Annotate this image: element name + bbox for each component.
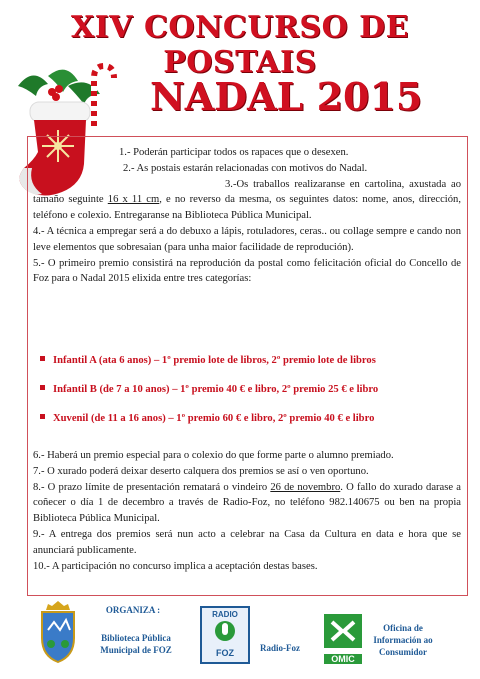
category-text: Xuvenil (de 11 a 16 anos) – 1º premio 60 € e libro, 2º premio 40 € e libro — [53, 413, 375, 424]
rule-7: 7.- O xurado poderá deixar deserto calquera dos premios se así o ven oportuno. — [33, 465, 369, 477]
rule-8-date: 26 de novembro — [270, 481, 341, 493]
radio-logo-mid: FOZ — [216, 648, 234, 658]
title-line-1: XIV CONCURSO DE POSTAIS — [70, 10, 410, 80]
omic-icon — [324, 614, 362, 648]
rule-3 — [33, 177, 461, 224]
rule-2: 2.- As postais estarán relacionadas con motivos do Nadal. — [123, 162, 368, 174]
rules-upper — [33, 145, 461, 287]
bullet-icon — [40, 356, 45, 361]
category-item — [40, 413, 374, 424]
bullet-icon — [40, 385, 45, 390]
rule-4: 4.- A técnica a empregar será a do debuxo a lápis, rotuladores, ceras.. ou collage sempre e cando non leve elementos que sobresaian (para unha maior facilidade de reprodución). — [33, 225, 461, 253]
rule-1: 1.- Poderán participar todos os rapaces que o desexen. — [119, 147, 349, 158]
rule-8-start: 8.- O prazo límite de presentación rematará o vindeiro — [33, 481, 271, 493]
category-text: Infantil B (de 7 a 10 anos) – 1º premio 40 € e libro, 2º premio 25 € e libro — [53, 384, 379, 395]
category-item — [40, 384, 378, 395]
coat-of-arms-icon — [38, 600, 78, 664]
radio-label: Radio-Foz — [260, 643, 300, 653]
rule-5: 5.- O primeiro premio consistirá na reprodución da postal como felicitación oficial do Concello de Foz para o Nadal 2015 elixida entre tres categorías: — [33, 257, 461, 285]
omic-logo-text: OMIC — [324, 654, 362, 664]
rule-9: 9.- A entrega dos premios será nun acto a celebrar na Casa da Cultura en data e hora que se anunciará publicamente. — [33, 528, 461, 556]
rule-10: 10.- A participación no concurso implica a aceptación destas bases. — [33, 560, 318, 572]
radio-foz-logo — [200, 606, 250, 664]
rule-8 — [33, 480, 461, 527]
category-item — [40, 355, 376, 366]
rule-8-end: . O fallo do xurado darase a coñecer o día 1 de decembro a través de Radio-Foz, no teléfono 982.140675 ou ben na propia Biblioteca Pública Municipal. — [33, 481, 461, 525]
rule-3-start: 3.-Os traballos realizaranse en cartolina, axustada ao tamaño seguinte — [33, 178, 461, 206]
library-label: Biblioteca Pública Municipal de FOZ — [100, 633, 172, 655]
title-line-2: NADAL 2015 — [150, 74, 423, 119]
omic-logo — [324, 614, 362, 662]
rules-lower — [33, 448, 461, 574]
category-text: Infantil A (ata 6 anos) – 1º premio lote de libros, 2º premio lote de libros — [53, 355, 376, 366]
radio-logo-top: RADIO — [212, 610, 238, 619]
rule-6: 6.- Haberá un premio especial para o colexio do que forme parte o alumno premiado. — [33, 450, 394, 461]
omic-label: Oficina de Información ao Consumidor — [373, 623, 433, 657]
radio-mic-icon — [202, 619, 248, 643]
rule-3-end: , e no reverso da mesma, os seguintes datos: nome, anos, dirección, teléfono e colexio. Entregaranse na Biblioteca Pública Municipal. — [33, 194, 461, 222]
rule-3-size: 16 x 11 cm — [107, 194, 160, 206]
bullet-icon — [40, 414, 45, 419]
organiza-label: ORGANIZA : — [105, 605, 161, 615]
